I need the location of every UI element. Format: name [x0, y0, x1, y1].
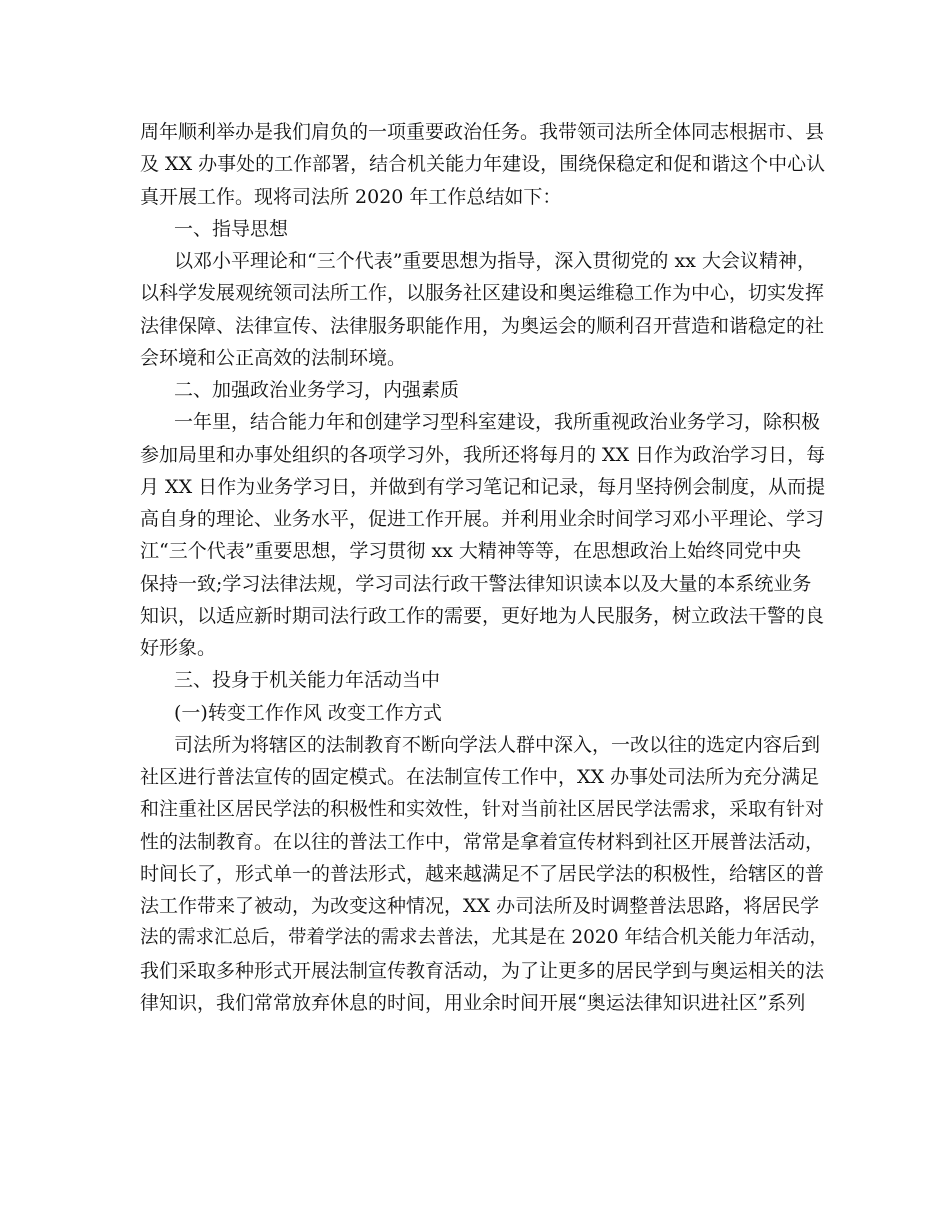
- text-line: 一、指导思想: [174, 217, 289, 240]
- document-body: [140, 116, 830, 1019]
- text-line: 高自身的理论、业务水平，促进工作开展。并利用业余时间学习邓小平理论、学习: [140, 508, 825, 530]
- text-line: 一年里，结合能力年和创建学习型科室建设，我所重视政治业务学习，除积极: [174, 411, 821, 434]
- text-line: 律知识，我们常常放弃休息的时间，用业余时间开展“奥运法律知识进社区”系列: [140, 991, 806, 1014]
- text-line: 时间长了，形式单一的普法形式，越来越满足不了居民学法的积极性，给辖区的普: [140, 862, 825, 885]
- text-line: 性的法制教育。在以往的普法工作中，常常是拿着宣传材料到社区开展普法活动，: [140, 830, 825, 853]
- text-line: 好形象。: [140, 637, 217, 659]
- text-line: 月 XX 日作为业务学习日，并做到有学习笔记和记录，每月坚持例会制度，从而提: [140, 475, 826, 498]
- text-line: 法律保障、法律宣传、法律服务职能作用，为奥运会的顺利召开营造和谐稳定的社: [140, 314, 825, 337]
- text-line: 以科学发展观统领司法所工作，以服务社区建设和奥运维稳工作为中心，切实发挥: [140, 282, 825, 305]
- text-line: 周年顺利举办是我们肩负的一项重要政治任务。我带领司法所全体同志根据市、县: [140, 121, 825, 143]
- text-line: 保持一致;学习法律法规，学习司法行政干警法律知识读本以及大量的本系统业务: [140, 572, 812, 595]
- text-line: 知识，以适应新时期司法行政工作的需要，更好地为人民服务，树立政法干警的良: [140, 604, 825, 627]
- text-line: 法的需求汇总后，带着学法的需求去普法，尤其是在 2020 年结合机关能力年活动，: [140, 927, 828, 949]
- text-line: 三、投身于机关能力年活动当中: [174, 669, 441, 692]
- text-line: 法工作带来了被动，为改变这种情况，XX 办司法所及时调整普法思路，将居民学: [140, 895, 820, 917]
- text-line: 真开展工作。现将司法所 2020 年工作总结如下：: [140, 185, 562, 208]
- text-line: (一)转变工作作风 改变工作方式: [174, 701, 442, 724]
- text-line: 参加局里和办事处组织的各项学习外，我所还将每月的 XX 日作为政治学习日，每: [140, 443, 826, 466]
- text-line: 司法所为将辖区的法制教育不断向学法人群中深入，一改以往的选定内容后到: [174, 733, 821, 756]
- text-line: 以邓小平理论和“三个代表”重要思想为指导，深入贯彻党的 xx 大会议精神，: [174, 250, 816, 272]
- text-line: 及 XX 办事处的工作部署，结合机关能力年建设，围绕保稳定和促和谐这个中心认: [140, 153, 826, 176]
- text-line: 江“三个代表”重要思想，学习贯彻 xx 大精神等等，在思想政治上始终同党中央: [140, 540, 801, 563]
- text-line: 会环境和公正高效的法制环境。: [140, 346, 407, 369]
- text-line: 二、加强政治业务学习，内强素质: [174, 379, 460, 401]
- text-line: 我们采取多种形式开展法制宣传教育活动，为了让更多的居民学到与奥运相关的法: [140, 959, 825, 982]
- text-line: 社区进行普法宣传的固定模式。在法制宣传工作中，XX 办事处司法所为充分满足: [140, 766, 820, 788]
- text-line: 和注重社区居民学法的积极性和实效性，针对当前社区居民学法需求，采取有针对: [140, 798, 825, 821]
